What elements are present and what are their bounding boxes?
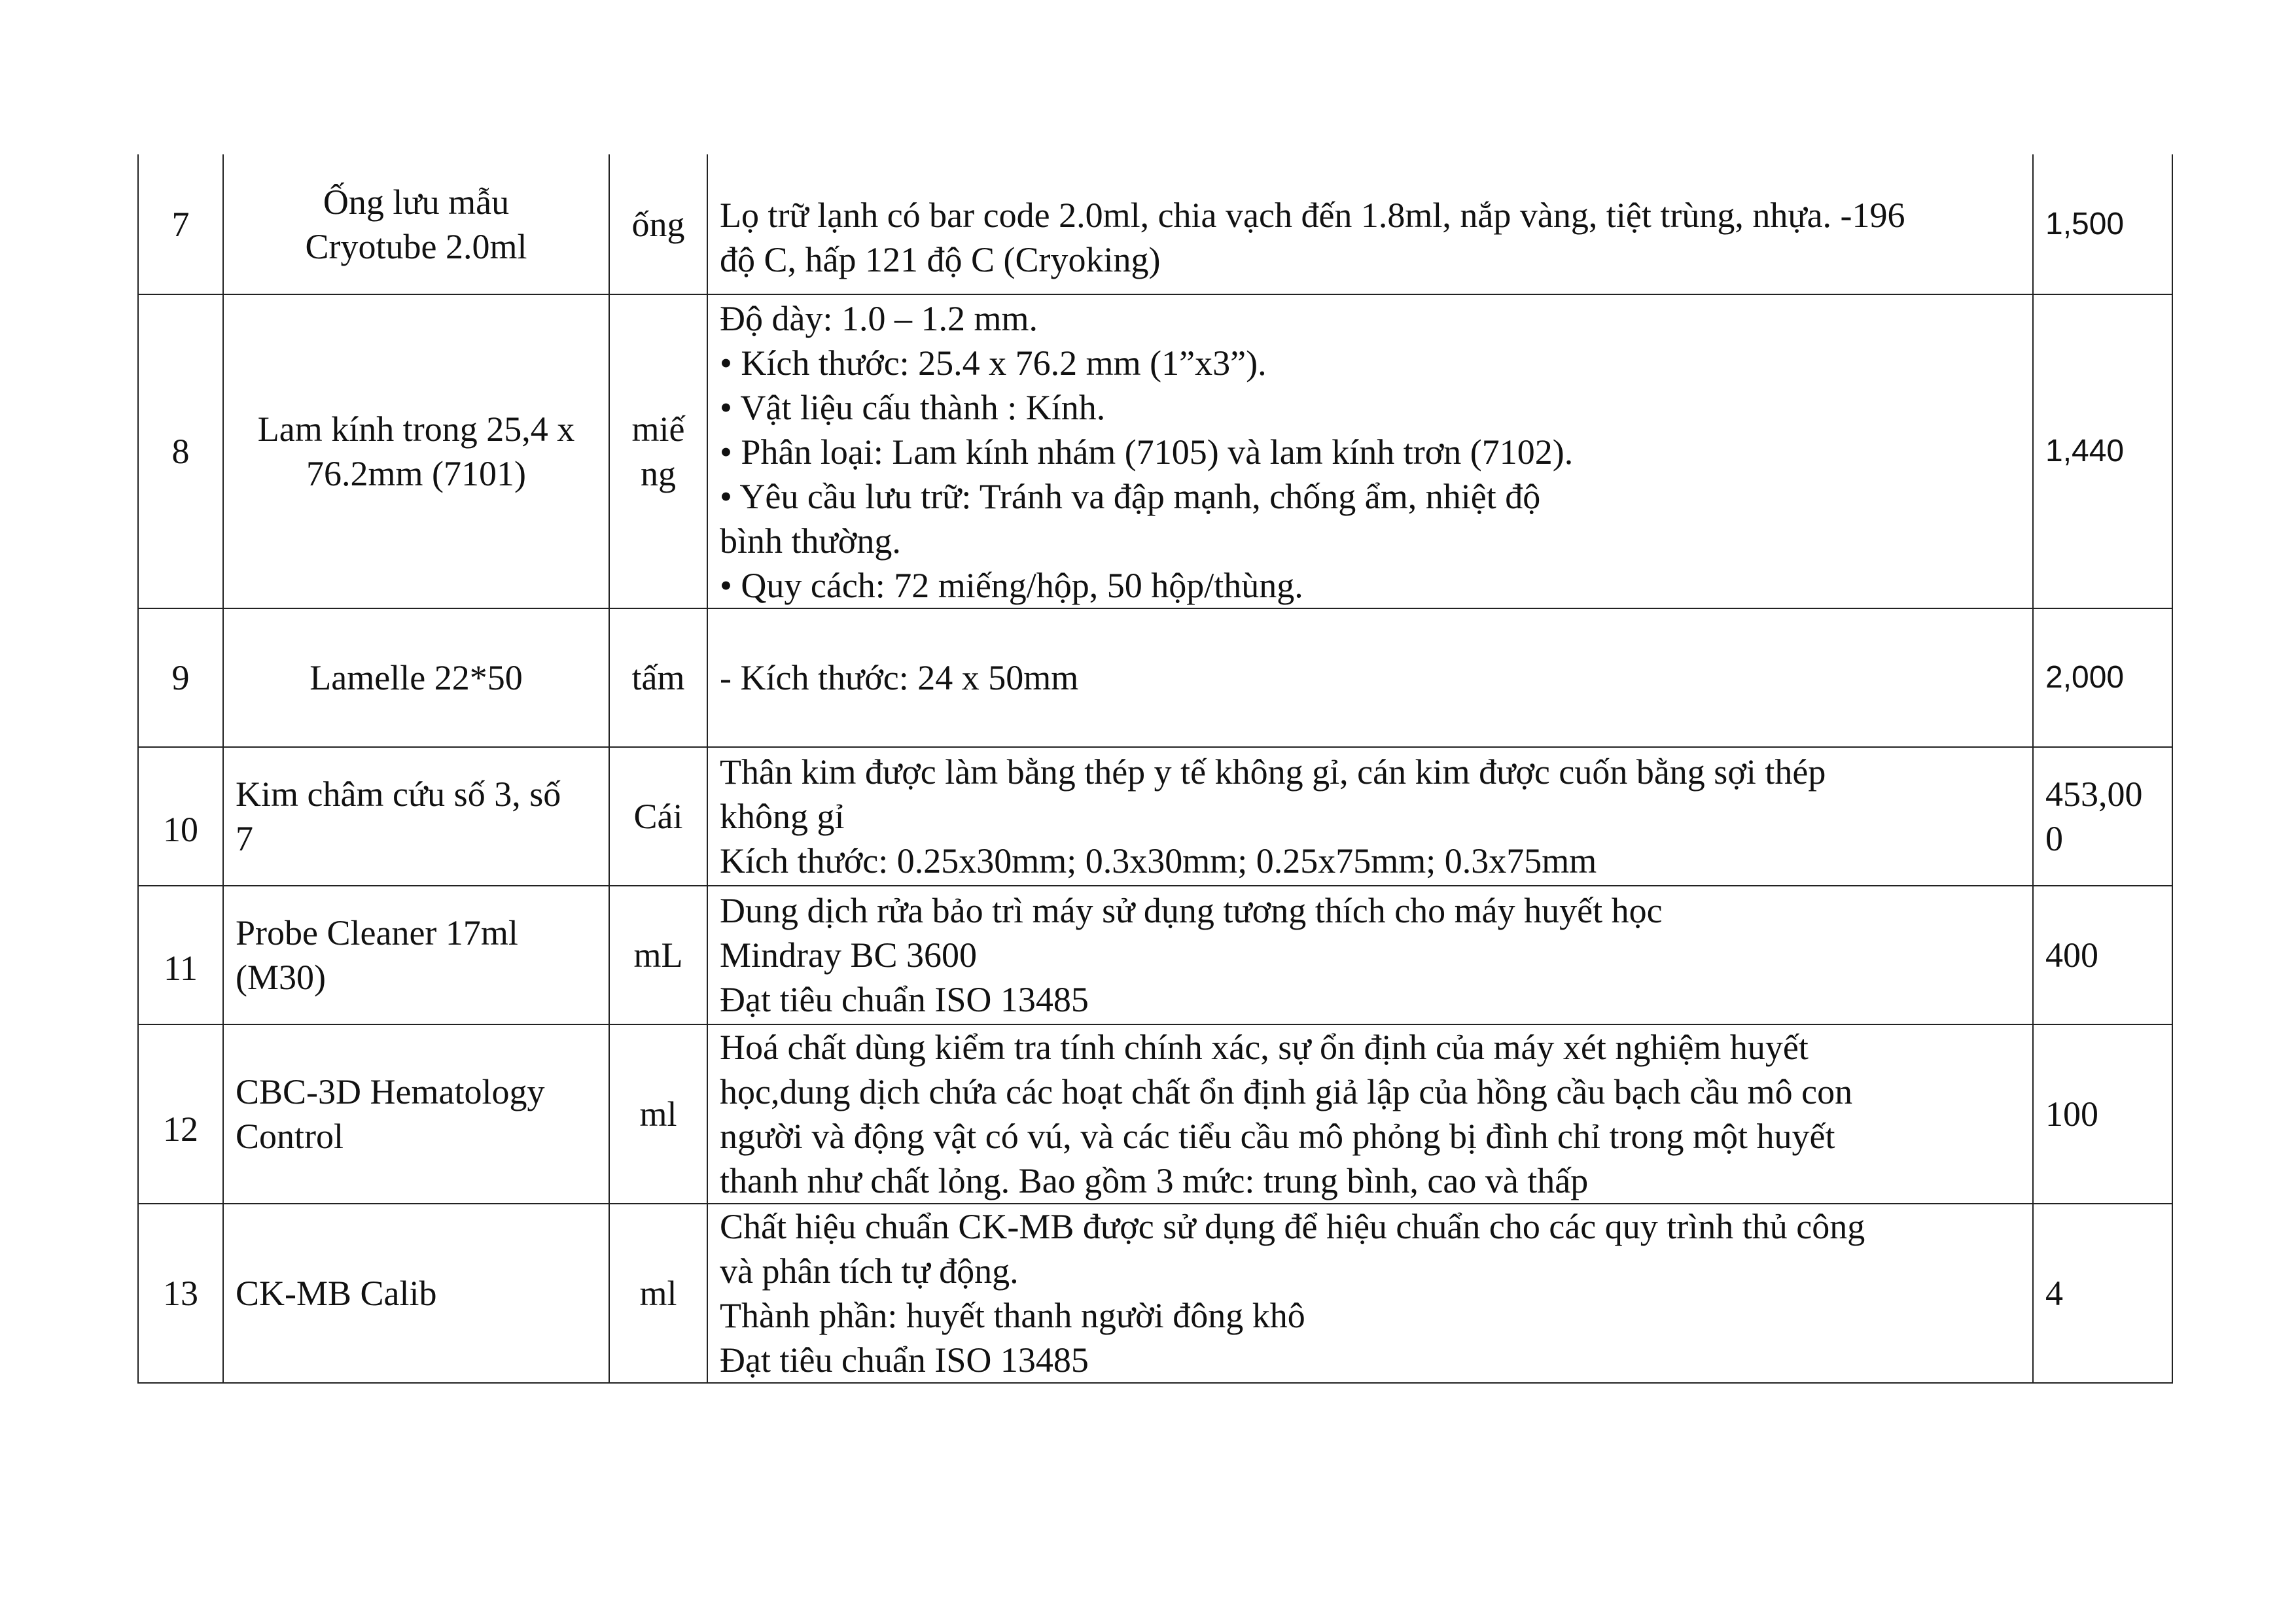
item-quantity: 2,000 bbox=[2033, 608, 2172, 747]
item-name-text: CK-MB Calib bbox=[236, 1274, 437, 1313]
row-number: 10 bbox=[138, 747, 223, 886]
item-description-text: Độ dày: 1.0 – 1.2 mm. • Kích thước: 25.4 x 76.2 mm (1”x3”). • Vật liệu cấu thành : Kính. • Phân loại: Lam kính nhám (7105) và lam kính trơn (7102). • Yêu cầu lưu trữ: Tránh va đập mạnh, chống ẩm, nhiệt độ bình thường. • Quy cách: 72 miếng/hộp, 50 hộp/thùng. bbox=[720, 299, 1574, 605]
item-description bbox=[707, 294, 2033, 608]
item-name bbox=[223, 1024, 609, 1204]
item-description-text: Hoá chất dùng kiểm tra tính chính xác, sự ổn định của máy xét nghiệm huyết học,dung dịch chứa các hoạt chất ổn định giả lập của hồng cầu bạch cầu mô con người và động vật có vú, và các tiểu cầu mô phỏng bị đình chỉ trong một huyết thanh như chất lỏng. Bao gồm 3 mức: trung bình, cao và thấp bbox=[720, 1028, 1853, 1200]
table-row bbox=[138, 294, 2172, 608]
item-unit bbox=[609, 294, 707, 608]
supplies-table bbox=[137, 154, 2173, 1384]
item-description bbox=[707, 1204, 2033, 1383]
item-name-text: Kim châm cứu số 3, số 7 bbox=[236, 775, 561, 858]
item-unit: ml bbox=[609, 1204, 707, 1383]
item-name bbox=[223, 1204, 609, 1383]
item-unit: ống bbox=[609, 154, 707, 294]
row-number: 8 bbox=[138, 294, 223, 608]
item-description bbox=[707, 747, 2033, 886]
item-name bbox=[223, 294, 609, 608]
row-number: 12 bbox=[138, 1024, 223, 1204]
item-name bbox=[223, 886, 609, 1024]
item-name-text: Lam kính trong 25,4 x 76.2mm (7101) bbox=[257, 410, 575, 493]
item-description-text: Dung dịch rửa bảo trì máy sử dụng tương thích cho máy huyết học Mindray BC 3600 Đạt tiêu chuẩn ISO 13485 bbox=[720, 891, 1663, 1019]
item-quantity: 1,440 bbox=[2033, 294, 2172, 608]
item-quantity-text: 453,00 0 bbox=[2045, 775, 2143, 858]
table-row bbox=[138, 886, 2172, 1024]
table-row bbox=[138, 1024, 2172, 1204]
item-unit: ml bbox=[609, 1024, 707, 1204]
item-name bbox=[223, 608, 609, 747]
item-description-text: Chất hiệu chuẩn CK-MB được sử dụng để hiệu chuẩn cho các quy trình thủ công và phân tích tự động. Thành phần: huyết thanh người đông khô Đạt tiêu chuẩn ISO 13485 bbox=[720, 1207, 1865, 1380]
item-description bbox=[707, 1024, 2033, 1204]
item-unit: tấm bbox=[609, 608, 707, 747]
item-quantity: 100 bbox=[2033, 1024, 2172, 1204]
table-row bbox=[138, 1204, 2172, 1383]
item-name bbox=[223, 747, 609, 886]
item-quantity bbox=[2033, 747, 2172, 886]
item-description bbox=[707, 608, 2033, 747]
item-unit: Cái bbox=[609, 747, 707, 886]
item-description-text: - Kích thước: 24 x 50mm bbox=[720, 658, 1079, 697]
item-name-text: CBC-3D Hematology Control bbox=[236, 1072, 545, 1156]
item-name-text: Ống lưu mẫu Cryotube 2.0ml bbox=[305, 182, 527, 266]
item-description-text: Thân kim được làm bằng thép y tế không gỉ, cán kim được cuốn bằng sợi thép không gỉ Kích thước: 0.25x30mm; 0.3x30mm; 0.25x75mm; 0.3x75mm bbox=[720, 752, 1826, 881]
item-description bbox=[707, 886, 2033, 1024]
item-quantity: 400 bbox=[2033, 886, 2172, 1024]
row-number: 11 bbox=[138, 886, 223, 1024]
item-name-text: Probe Cleaner 17ml (M30) bbox=[236, 913, 518, 997]
item-quantity: 1,500 bbox=[2033, 154, 2172, 294]
table-row bbox=[138, 747, 2172, 886]
item-name-text: Lamelle 22*50 bbox=[309, 658, 523, 697]
table-row bbox=[138, 608, 2172, 747]
item-name bbox=[223, 154, 609, 294]
item-description bbox=[707, 154, 2033, 294]
item-quantity: 4 bbox=[2033, 1204, 2172, 1383]
item-unit-text: miế ng bbox=[631, 410, 685, 493]
row-number: 9 bbox=[138, 608, 223, 747]
item-unit: mL bbox=[609, 886, 707, 1024]
row-number: 7 bbox=[138, 154, 223, 294]
item-description-text: Lọ trữ lạnh có bar code 2.0ml, chia vạch đến 1.8ml, nắp vàng, tiệt trùng, nhựa. -196 độ C, hấp 121 độ C (Cryoking) bbox=[720, 195, 1905, 279]
row-number: 13 bbox=[138, 1204, 223, 1383]
table-row bbox=[138, 154, 2172, 294]
